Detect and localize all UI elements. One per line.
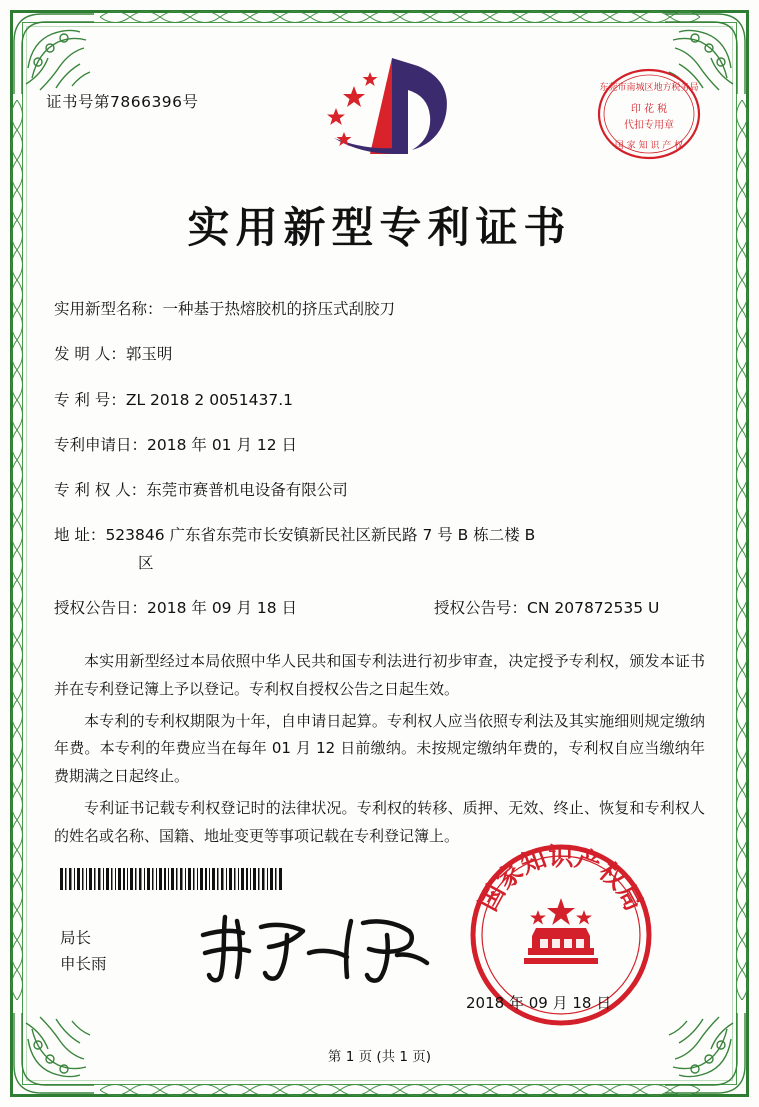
director-block — [60, 925, 107, 978]
field-application-date — [54, 434, 705, 457]
svg-text:印 花 税: 印 花 税 — [630, 104, 668, 115]
field-patentee — [54, 479, 705, 502]
field-grant-date — [54, 597, 434, 620]
seal-date: 2018 年 09 月 18 日 — [466, 994, 612, 1012]
top-edge-ornament-icon — [100, 6, 700, 28]
bottom-edge-ornament-icon — [100, 1079, 700, 1101]
field-label: 授权公告号： — [434, 598, 528, 617]
field-label: 授权公告日： — [54, 598, 148, 617]
field-inventor — [54, 343, 705, 366]
field-address — [54, 524, 705, 575]
handwritten-signature-icon — [191, 905, 441, 990]
field-value: 东莞市赛普机电设备有限公司 — [146, 481, 348, 499]
field-grant-row — [54, 597, 705, 620]
certificate-content — [46, 40, 713, 1067]
field-utility-model-name — [54, 298, 705, 321]
svg-text:国家知识产权局: 国家知识产权局 — [473, 842, 649, 916]
field-value: 2018 年 01 月 12 日 — [147, 435, 298, 454]
tax-stamp-seal-icon — [595, 60, 703, 168]
paragraph-2: 本专利的专利权期限为十年，自申请日起算。专利权人应当依照专利法及其实施细则规定缴纳年费。本专利的年费应当在每年 01 月 12 日前缴纳。未按规定缴纳年费的，专利权自应当缴纳年费期满之日起终止。 — [54, 711, 705, 785]
field-value: 郭玉明 — [125, 345, 173, 364]
field-list — [54, 298, 705, 642]
field-grant-number — [434, 597, 705, 620]
field-label: 专利申请日： — [54, 435, 148, 454]
director-name: 申长雨 — [60, 955, 107, 974]
svg-text:代扣专用章: 代扣专用章 — [624, 120, 674, 131]
svg-text:东莞市南城区地方税务局: 东莞市南城区地方税务局 — [599, 83, 699, 93]
director-title: 局长 — [60, 929, 92, 947]
field-label: 实用新型名称： — [54, 300, 163, 318]
barcode-icon — [60, 868, 282, 890]
svg-text:国 家 知 识 产 权: 国 家 知 识 产 权 — [614, 141, 684, 151]
field-value: 一种基于热熔胶机的挤压式刮胶刀 — [162, 300, 396, 318]
field-value: CN 207872535 U — [527, 598, 660, 617]
field-value: 2018 年 09 月 18 日 — [147, 598, 298, 617]
right-edge-ornament-icon — [731, 100, 753, 1000]
field-label: 专 利 权 人： — [54, 481, 147, 499]
left-edge-ornament-icon — [6, 100, 28, 1000]
legal-text — [54, 648, 705, 854]
field-value: 523846 广东省东莞市长安镇新民社区新民路 7 号 B 栋二楼 B — [105, 526, 536, 545]
paragraph-3: 专利证书记载专利权登记时的法律状况。专利权的转移、质押、无效、终止、恢复和专利权人的姓名或名称、国籍、地址变更等事项记载在专利登记簿上。 — [54, 798, 705, 845]
page-title: 实用新型专利证书 — [187, 203, 572, 252]
field-value: ZL 2018 2 0051437.1 — [125, 390, 294, 409]
address-line-2: 区 — [138, 553, 154, 572]
field-label: 发 明 人： — [54, 345, 126, 364]
page-footer: 第 1 页 (共 1 页) — [327, 1049, 432, 1065]
field-label: 专 利 号： — [54, 390, 126, 409]
paragraph-1: 本实用新型经过本局依照中华人民共和国专利法进行初步审查，决定授予专利权，颁发本证书并在专利登记簿上予以登记。专利权自授权公告之日起生效。 — [54, 652, 705, 698]
field-label: 地 址： — [54, 526, 106, 545]
certificate-number: 证书号第7866396号 — [46, 93, 199, 111]
field-patent-number — [54, 389, 705, 412]
cnipa-logo-icon — [300, 50, 460, 170]
